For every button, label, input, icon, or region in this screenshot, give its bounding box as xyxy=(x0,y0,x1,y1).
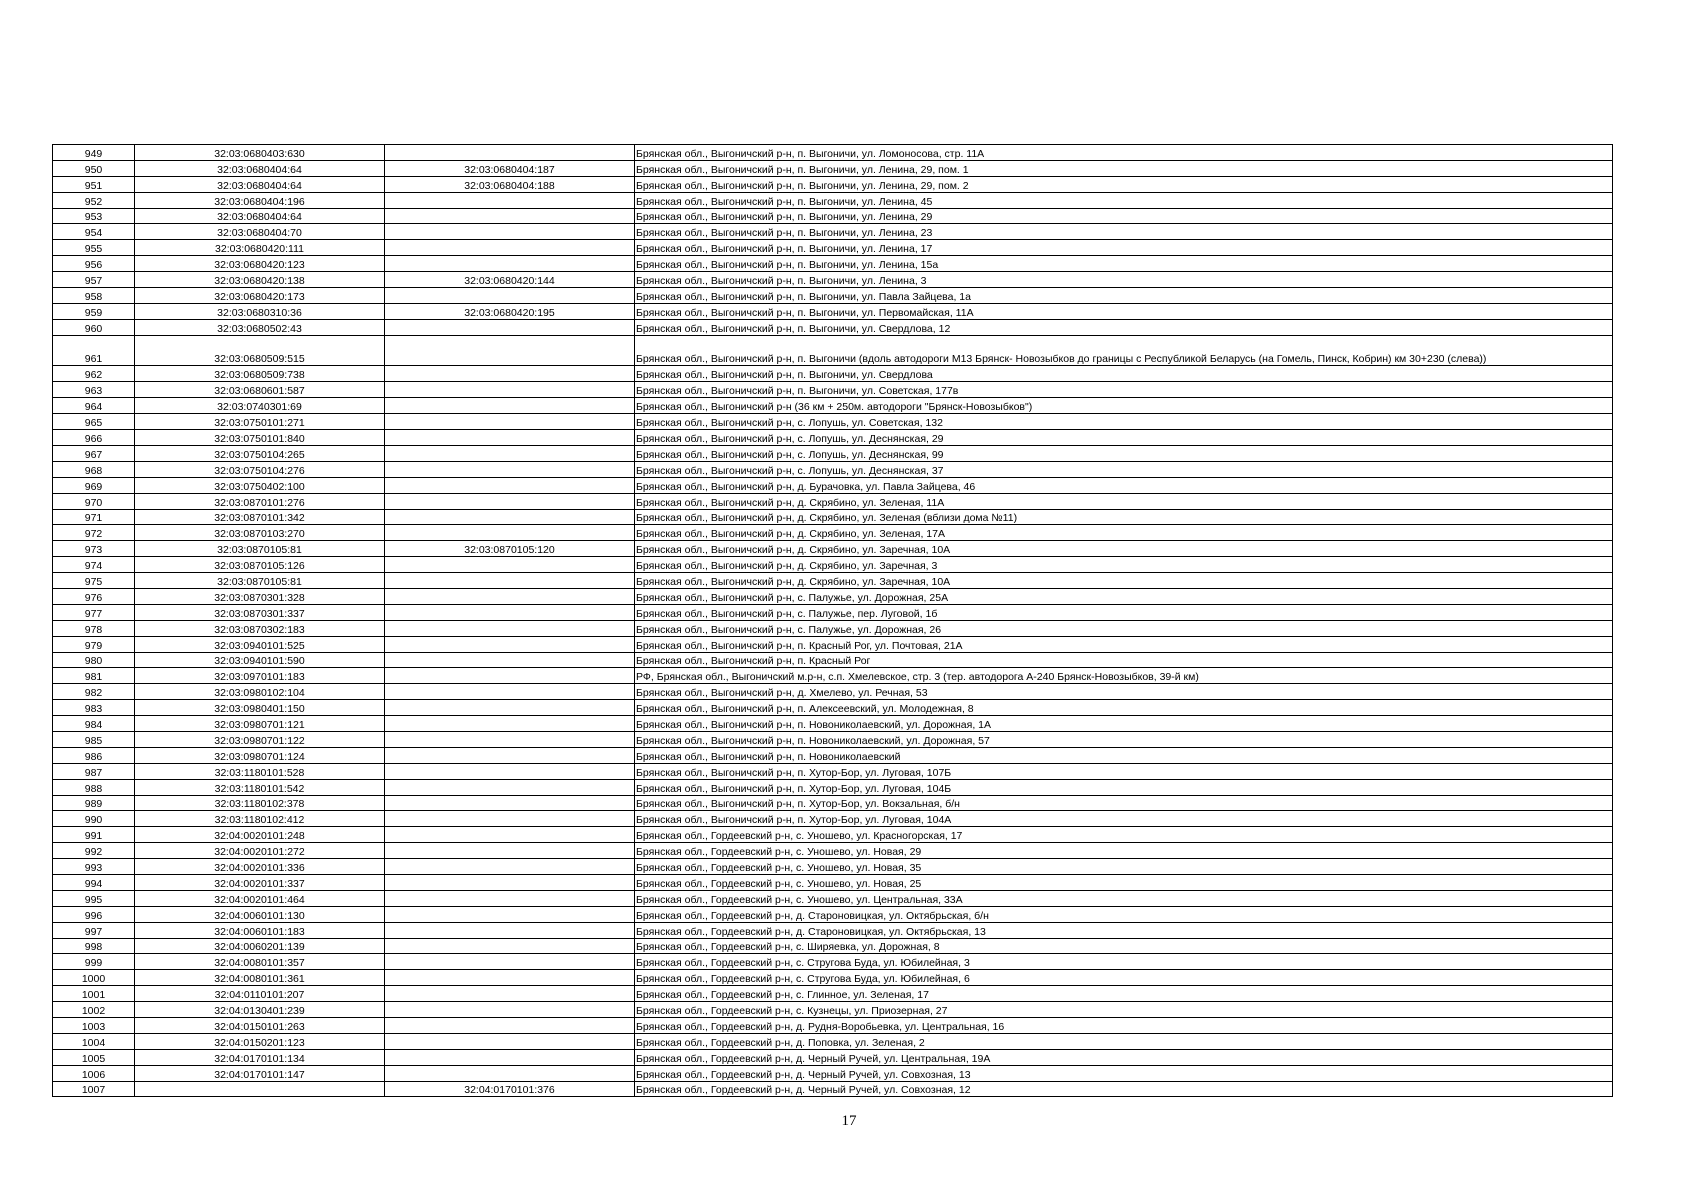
address-cell: Брянская обл., Гордеевский р-н, д. Рудня-Воробьевка, ул. Центральная, 16 xyxy=(635,1018,1613,1034)
row-number-cell: 962 xyxy=(53,366,135,382)
cadastral-number-cell: 32:03:0680420:173 xyxy=(135,288,385,304)
table-row xyxy=(53,874,1613,890)
table-row xyxy=(53,668,1613,684)
address-cell: Брянская обл., Выгоничский р-н, с. Палужье, пер. Луговой, 1б xyxy=(635,604,1613,620)
related-cadastral-number-cell xyxy=(385,859,635,875)
related-cadastral-number-cell: 32:03:0680404:187 xyxy=(385,160,635,176)
address-cell: Брянская обл., Выгоничский р-н, п. Новониколаевский, ул. Дорожная, 57 xyxy=(635,731,1613,747)
table-row xyxy=(53,430,1613,446)
cadastral-number-cell: 32:04:0130401:239 xyxy=(135,1002,385,1018)
address-cell: Брянская обл., Выгоничский р-н, п. Выгоничи, ул. Павла Зайцева, 1а xyxy=(635,288,1613,304)
table-row xyxy=(53,986,1613,1002)
cadastral-number-cell: 32:03:0750101:271 xyxy=(135,414,385,430)
address-cell: Брянская обл., Выгоничский р-н, п. Выгоничи, ул. Ленина, 17 xyxy=(635,240,1613,256)
address-cell: Брянская обл., Выгоничский р-н, д. Скрябино, ул. Заречная, 3 xyxy=(635,557,1613,573)
related-cadastral-number-cell xyxy=(385,1065,635,1081)
row-number-cell: 955 xyxy=(53,240,135,256)
address-cell: Брянская обл., Гордеевский р-н, д. Староновицкая, ул. Октябрьская, 13 xyxy=(635,922,1613,938)
related-cadastral-number-cell xyxy=(385,731,635,747)
related-cadastral-number-cell xyxy=(385,620,635,636)
table-row xyxy=(53,477,1613,493)
related-cadastral-number-cell: 32:04:0170101:376 xyxy=(385,1081,635,1097)
related-cadastral-number-cell xyxy=(385,288,635,304)
row-number-cell: 981 xyxy=(53,668,135,684)
row-number-cell: 980 xyxy=(53,652,135,668)
cadastral-number-cell: 32:03:1180102:412 xyxy=(135,811,385,827)
table-row xyxy=(53,319,1613,335)
related-cadastral-number-cell xyxy=(385,843,635,859)
cadastral-number-cell: 32:03:0680404:196 xyxy=(135,192,385,208)
cadastral-number-cell: 32:04:0170101:134 xyxy=(135,1049,385,1065)
table-row xyxy=(53,970,1613,986)
row-number-cell: 995 xyxy=(53,890,135,906)
table-row xyxy=(53,382,1613,398)
address-cell: Брянская обл., Гордеевский р-н, д. Черный Ручей, ул. Центральная, 19А xyxy=(635,1049,1613,1065)
row-number-cell: 965 xyxy=(53,414,135,430)
cadastral-number-cell: 32:03:0680310:36 xyxy=(135,303,385,319)
row-number-cell: 996 xyxy=(53,906,135,922)
related-cadastral-number-cell xyxy=(385,145,635,161)
cadastral-number-cell: 32:03:1180101:542 xyxy=(135,779,385,795)
address-cell: Брянская обл., Выгоничский р-н, с. Палужье, ул. Дорожная, 25А xyxy=(635,588,1613,604)
related-cadastral-number-cell xyxy=(385,477,635,493)
table-row xyxy=(53,906,1613,922)
cadastral-number-cell: 32:03:0680404:70 xyxy=(135,224,385,240)
related-cadastral-number-cell xyxy=(385,604,635,620)
cadastral-number-cell: 32:03:0980701:122 xyxy=(135,731,385,747)
address-cell: Брянская обл., Выгоничский р-н (36 км + 250м. автодороги "Брянск-Новозыбков") xyxy=(635,398,1613,414)
table-row xyxy=(53,398,1613,414)
related-cadastral-number-cell xyxy=(385,461,635,477)
address-cell: Брянская обл., Выгоничский р-н, п. Выгоничи, ул. Советская, 177в xyxy=(635,382,1613,398)
row-number-cell: 992 xyxy=(53,843,135,859)
related-cadastral-number-cell: 32:03:0680404:188 xyxy=(385,176,635,192)
cadastral-number-cell: 32:03:0680420:111 xyxy=(135,240,385,256)
row-number-cell: 964 xyxy=(53,398,135,414)
table-row xyxy=(53,272,1613,288)
address-cell: Брянская обл., Выгоничский р-н, п. Выгоничи, ул. Ленина, 45 xyxy=(635,192,1613,208)
address-cell: Брянская обл., Выгоничский р-н, д. Скрябино, ул. Зеленая (вблизи дома №11) xyxy=(635,509,1613,525)
row-number-cell: 1005 xyxy=(53,1049,135,1065)
row-number-cell: 949 xyxy=(53,145,135,161)
row-number-cell: 998 xyxy=(53,938,135,954)
table-row xyxy=(53,779,1613,795)
table-row xyxy=(53,604,1613,620)
address-cell: Брянская обл., Выгоничский р-н, п. Выгоничи, ул. Первомайская, 11А xyxy=(635,303,1613,319)
row-number-cell: 960 xyxy=(53,319,135,335)
address-cell: Брянская обл., Выгоничский р-н, п. Красный Рог, ул. Почтовая, 21А xyxy=(635,636,1613,652)
cadastral-number-cell: 32:03:0680404:64 xyxy=(135,160,385,176)
address-cell: Брянская обл., Гордеевский р-н, с. Кузнецы, ул. Приозерная, 27 xyxy=(635,1002,1613,1018)
address-cell: Брянская обл., Выгоничский р-н, с. Лопушь, ул. Деснянская, 37 xyxy=(635,461,1613,477)
table-row xyxy=(53,525,1613,541)
row-number-cell: 994 xyxy=(53,874,135,890)
cadastral-number-cell: 32:03:0740301:69 xyxy=(135,398,385,414)
cadastral-number-cell: 32:03:0940101:590 xyxy=(135,652,385,668)
related-cadastral-number-cell xyxy=(385,557,635,573)
row-number-cell: 984 xyxy=(53,716,135,732)
related-cadastral-number-cell xyxy=(385,588,635,604)
related-cadastral-number-cell xyxy=(385,827,635,843)
address-cell: Брянская обл., Выгоничский р-н, д. Бурачовка, ул. Павла Зайцева, 46 xyxy=(635,477,1613,493)
row-number-cell: 990 xyxy=(53,811,135,827)
address-cell: Брянская обл., Гордеевский р-н, с. Ширяевка, ул. Дорожная, 8 xyxy=(635,938,1613,954)
related-cadastral-number-cell xyxy=(385,414,635,430)
row-number-cell: 953 xyxy=(53,208,135,224)
row-number-cell: 971 xyxy=(53,509,135,525)
related-cadastral-number-cell xyxy=(385,906,635,922)
related-cadastral-number-cell xyxy=(385,493,635,509)
table-row xyxy=(53,922,1613,938)
table-row xyxy=(53,636,1613,652)
address-cell: Брянская обл., Выгоничский р-н, п. Выгоничи, ул. Ленина, 23 xyxy=(635,224,1613,240)
related-cadastral-number-cell xyxy=(385,811,635,827)
table-row xyxy=(53,176,1613,192)
row-number-cell: 986 xyxy=(53,747,135,763)
address-cell: Брянская обл., Выгоничский р-н, с. Лопушь, ул. Деснянская, 99 xyxy=(635,445,1613,461)
related-cadastral-number-cell xyxy=(385,922,635,938)
table-row xyxy=(53,747,1613,763)
table-row xyxy=(53,763,1613,779)
cadastral-number-cell: 32:03:0750104:276 xyxy=(135,461,385,477)
row-number-cell: 969 xyxy=(53,477,135,493)
table-row xyxy=(53,303,1613,319)
row-number-cell: 970 xyxy=(53,493,135,509)
address-cell: Брянская обл., Выгоничский р-н, д. Скрябино, ул. Зеленая, 11А xyxy=(635,493,1613,509)
related-cadastral-number-cell xyxy=(385,954,635,970)
cadastral-number-cell: 32:04:0060101:130 xyxy=(135,906,385,922)
row-number-cell: 977 xyxy=(53,604,135,620)
row-number-cell: 961 xyxy=(53,335,135,366)
related-cadastral-number-cell: 32:03:0680420:144 xyxy=(385,272,635,288)
related-cadastral-number-cell xyxy=(385,1018,635,1034)
related-cadastral-number-cell: 32:03:0680420:195 xyxy=(385,303,635,319)
cadastral-number-cell: 32:03:1180102:378 xyxy=(135,795,385,811)
cadastral-number-cell: 32:03:0680509:515 xyxy=(135,335,385,366)
cadastral-number-cell: 32:04:0020101:336 xyxy=(135,859,385,875)
table-row xyxy=(53,731,1613,747)
related-cadastral-number-cell xyxy=(385,716,635,732)
cadastral-number-cell: 32:03:0870103:270 xyxy=(135,525,385,541)
row-number-cell: 991 xyxy=(53,827,135,843)
row-number-cell: 958 xyxy=(53,288,135,304)
row-number-cell: 979 xyxy=(53,636,135,652)
address-cell: Брянская обл., Выгоничский р-н, д. Хмелево, ул. Речная, 53 xyxy=(635,684,1613,700)
address-cell: Брянская обл., Гордеевский р-н, с. Уношево, ул. Новая, 29 xyxy=(635,843,1613,859)
address-cell: Брянская обл., Выгоничский р-н, п. Выгоничи, ул. Ленина, 15а xyxy=(635,256,1613,272)
row-number-cell: 1006 xyxy=(53,1065,135,1081)
table-row xyxy=(53,620,1613,636)
table-row xyxy=(53,208,1613,224)
related-cadastral-number-cell xyxy=(385,208,635,224)
table-row xyxy=(53,493,1613,509)
cadastral-number-cell: 32:03:0870105:126 xyxy=(135,557,385,573)
row-number-cell: 972 xyxy=(53,525,135,541)
table-row xyxy=(53,256,1613,272)
address-cell: Брянская обл., Выгоничский р-н, п. Выгоничи, ул. Свердлова xyxy=(635,366,1613,382)
table-row xyxy=(53,859,1613,875)
address-cell: Брянская обл., Выгоничский р-н, п. Хутор-Бор, ул. Луговая, 107Б xyxy=(635,763,1613,779)
row-number-cell: 1002 xyxy=(53,1002,135,1018)
related-cadastral-number-cell xyxy=(385,445,635,461)
address-cell: Брянская обл., Гордеевский р-н, с. Стругова Буда, ул. Юбилейная, 6 xyxy=(635,970,1613,986)
address-cell: Брянская обл., Выгоничский р-н, с. Палужье, ул. Дорожная, 26 xyxy=(635,620,1613,636)
row-number-cell: 950 xyxy=(53,160,135,176)
cadastral-number-cell: 32:03:0750104:265 xyxy=(135,445,385,461)
related-cadastral-number-cell xyxy=(385,938,635,954)
row-number-cell: 988 xyxy=(53,779,135,795)
property-table xyxy=(52,144,1613,1097)
related-cadastral-number-cell xyxy=(385,573,635,589)
row-number-cell: 1003 xyxy=(53,1018,135,1034)
property-table-body xyxy=(53,145,1613,1097)
table-row xyxy=(53,557,1613,573)
cadastral-number-cell: 32:03:0680420:123 xyxy=(135,256,385,272)
cadastral-number-cell: 32:04:0080101:357 xyxy=(135,954,385,970)
related-cadastral-number-cell: 32:03:0870105:120 xyxy=(385,541,635,557)
cadastral-number-cell: 32:03:0980701:124 xyxy=(135,747,385,763)
cadastral-number-cell: 32:03:0870105:81 xyxy=(135,541,385,557)
cadastral-number-cell: 32:03:0750101:840 xyxy=(135,430,385,446)
address-cell: РФ, Брянская обл., Выгоничский м.р-н, с.п. Хмелевское, стр. 3 (тер. автодорога А-240 Брянск-Новозыбков, 39-й км) xyxy=(635,668,1613,684)
address-cell: Брянская обл., Гордеевский р-н, с. Глинное, ул. Зеленая, 17 xyxy=(635,986,1613,1002)
address-cell: Брянская обл., Гордеевский р-н, с. Уношево, ул. Новая, 25 xyxy=(635,874,1613,890)
cadastral-number-cell: 32:03:0940101:525 xyxy=(135,636,385,652)
related-cadastral-number-cell xyxy=(385,256,635,272)
address-cell: Брянская обл., Выгоничский р-н, п. Хутор-Бор, ул. Луговая, 104Б xyxy=(635,779,1613,795)
address-cell: Брянская обл., Гордеевский р-н, с. Стругова Буда, ул. Юбилейная, 3 xyxy=(635,954,1613,970)
cadastral-number-cell: 32:03:0680403:630 xyxy=(135,145,385,161)
table-row xyxy=(53,716,1613,732)
row-number-cell: 967 xyxy=(53,445,135,461)
related-cadastral-number-cell xyxy=(385,1033,635,1049)
cadastral-number-cell: 32:04:0060101:183 xyxy=(135,922,385,938)
table-row xyxy=(53,573,1613,589)
address-cell: Брянская обл., Выгоничский р-н, п. Выгоничи, ул. Ломоносова, стр. 11А xyxy=(635,145,1613,161)
row-number-cell: 989 xyxy=(53,795,135,811)
address-cell: Брянская обл., Гордеевский р-н, с. Уношево, ул. Новая, 35 xyxy=(635,859,1613,875)
table-row xyxy=(53,224,1613,240)
table-row xyxy=(53,1065,1613,1081)
related-cadastral-number-cell xyxy=(385,636,635,652)
cadastral-number-cell: 32:03:0680420:138 xyxy=(135,272,385,288)
address-cell: Брянская обл., Гордеевский р-н, д. Староновицкая, ул. Октябрьская, б/н xyxy=(635,906,1613,922)
cadastral-number-cell xyxy=(135,1081,385,1097)
table-row xyxy=(53,811,1613,827)
cadastral-number-cell: 32:03:0680404:64 xyxy=(135,176,385,192)
cadastral-number-cell: 32:04:0020101:248 xyxy=(135,827,385,843)
cadastral-number-cell: 32:03:0680509:738 xyxy=(135,366,385,382)
table-row xyxy=(53,288,1613,304)
related-cadastral-number-cell xyxy=(385,1049,635,1065)
address-cell: Брянская обл., Гордеевский р-н, с. Уношево, ул. Центральная, 33А xyxy=(635,890,1613,906)
table-row xyxy=(53,1033,1613,1049)
related-cadastral-number-cell xyxy=(385,652,635,668)
row-number-cell: 985 xyxy=(53,731,135,747)
cadastral-number-cell: 32:03:0870301:328 xyxy=(135,588,385,604)
cadastral-number-cell: 32:03:0870101:342 xyxy=(135,509,385,525)
table-row xyxy=(53,843,1613,859)
address-cell: Брянская обл., Выгоничский р-н, д. Скрябино, ул. Заречная, 10А xyxy=(635,573,1613,589)
row-number-cell: 1007 xyxy=(53,1081,135,1097)
row-number-cell: 987 xyxy=(53,763,135,779)
row-number-cell: 975 xyxy=(53,573,135,589)
table-row xyxy=(53,366,1613,382)
related-cadastral-number-cell xyxy=(385,668,635,684)
related-cadastral-number-cell xyxy=(385,763,635,779)
cadastral-number-cell: 32:03:0870105:81 xyxy=(135,573,385,589)
table-row xyxy=(53,1002,1613,1018)
table-row xyxy=(53,700,1613,716)
cadastral-number-cell: 32:03:0870301:337 xyxy=(135,604,385,620)
cadastral-number-cell: 32:03:0680502:43 xyxy=(135,319,385,335)
address-cell: Брянская обл., Выгоничский р-н, п. Новониколаевский, ул. Дорожная, 1А xyxy=(635,716,1613,732)
related-cadastral-number-cell xyxy=(385,874,635,890)
address-cell: Брянская обл., Гордеевский р-н, д. Поповка, ул. Зеленая, 2 xyxy=(635,1033,1613,1049)
page-number: 17 xyxy=(841,1113,857,1129)
table-row xyxy=(53,145,1613,161)
address-cell: Брянская обл., Гордеевский р-н, д. Черный Ручей, ул. Совхозная, 12 xyxy=(635,1081,1613,1097)
related-cadastral-number-cell xyxy=(385,525,635,541)
row-number-cell: 976 xyxy=(53,588,135,604)
related-cadastral-number-cell xyxy=(385,684,635,700)
table-row xyxy=(53,414,1613,430)
address-cell: Брянская обл., Гордеевский р-н, с. Уношево, ул. Красногорская, 17 xyxy=(635,827,1613,843)
address-cell: Брянская обл., Гордеевский р-н, д. Черный Ручей, ул. Совхозная, 13 xyxy=(635,1065,1613,1081)
address-cell: Брянская обл., Выгоничский р-н, д. Скрябино, ул. Заречная, 10А xyxy=(635,541,1613,557)
row-number-cell: 999 xyxy=(53,954,135,970)
cadastral-number-cell: 32:03:0680601:587 xyxy=(135,382,385,398)
row-number-cell: 1001 xyxy=(53,986,135,1002)
row-number-cell: 997 xyxy=(53,922,135,938)
table-row xyxy=(53,795,1613,811)
table-row xyxy=(53,541,1613,557)
row-number-cell: 968 xyxy=(53,461,135,477)
row-number-cell: 957 xyxy=(53,272,135,288)
cadastral-number-cell: 32:03:0870302:183 xyxy=(135,620,385,636)
row-number-cell: 993 xyxy=(53,859,135,875)
row-number-cell: 982 xyxy=(53,684,135,700)
row-number-cell: 978 xyxy=(53,620,135,636)
cadastral-number-cell: 32:04:0020101:464 xyxy=(135,890,385,906)
cadastral-number-cell: 32:03:0870101:276 xyxy=(135,493,385,509)
row-number-cell: 951 xyxy=(53,176,135,192)
related-cadastral-number-cell xyxy=(385,1002,635,1018)
address-cell: Брянская обл., Выгоничский р-н, п. Выгоничи (вдоль автодороги М13 Брянск- Новозыбков до границы с Республикой Беларусь (на Гомель, Пинск, Кобрин) км 30+230 (слева)) xyxy=(635,335,1613,366)
related-cadastral-number-cell xyxy=(385,319,635,335)
address-cell: Брянская обл., Выгоничский р-н, п. Выгоничи, ул. Ленина, 29 xyxy=(635,208,1613,224)
cadastral-number-cell: 32:03:0980701:121 xyxy=(135,716,385,732)
cadastral-number-cell: 32:03:1180101:528 xyxy=(135,763,385,779)
related-cadastral-number-cell xyxy=(385,224,635,240)
row-number-cell: 973 xyxy=(53,541,135,557)
address-cell: Брянская обл., Выгоничский р-н, п. Алексеевский, ул. Молодежная, 8 xyxy=(635,700,1613,716)
related-cadastral-number-cell xyxy=(385,509,635,525)
row-number-cell: 956 xyxy=(53,256,135,272)
related-cadastral-number-cell xyxy=(385,430,635,446)
cadastral-number-cell: 32:04:0110101:207 xyxy=(135,986,385,1002)
related-cadastral-number-cell xyxy=(385,970,635,986)
address-cell: Брянская обл., Выгоничский р-н, п. Выгоничи, ул. Ленина, 3 xyxy=(635,272,1613,288)
row-number-cell: 959 xyxy=(53,303,135,319)
cadastral-number-cell: 32:04:0020101:337 xyxy=(135,874,385,890)
cadastral-number-cell: 32:03:0980401:150 xyxy=(135,700,385,716)
address-cell: Брянская обл., Выгоничский р-н, с. Лопушь, ул. Деснянская, 29 xyxy=(635,430,1613,446)
table-row xyxy=(53,652,1613,668)
related-cadastral-number-cell xyxy=(385,398,635,414)
table-row xyxy=(53,827,1613,843)
table-row xyxy=(53,192,1613,208)
related-cadastral-number-cell xyxy=(385,779,635,795)
cadastral-number-cell: 32:04:0170101:147 xyxy=(135,1065,385,1081)
related-cadastral-number-cell xyxy=(385,366,635,382)
cadastral-number-cell: 32:03:0980102:104 xyxy=(135,684,385,700)
address-cell: Брянская обл., Выгоничский р-н, п. Выгоничи, ул. Свердлова, 12 xyxy=(635,319,1613,335)
cadastral-number-cell: 32:04:0150101:263 xyxy=(135,1018,385,1034)
address-cell: Брянская обл., Выгоничский р-н, п. Новониколаевский xyxy=(635,747,1613,763)
cadastral-number-cell: 32:03:0680404:64 xyxy=(135,208,385,224)
table-row xyxy=(53,445,1613,461)
table-row xyxy=(53,684,1613,700)
row-number-cell: 1004 xyxy=(53,1033,135,1049)
table-row xyxy=(53,461,1613,477)
row-number-cell: 954 xyxy=(53,224,135,240)
address-cell: Брянская обл., Выгоничский р-н, п. Выгоничи, ул. Ленина, 29, пом. 1 xyxy=(635,160,1613,176)
table-row xyxy=(53,1081,1613,1097)
related-cadastral-number-cell xyxy=(385,795,635,811)
table-row xyxy=(53,588,1613,604)
row-number-cell: 966 xyxy=(53,430,135,446)
cadastral-number-cell: 32:03:0970101:183 xyxy=(135,668,385,684)
address-cell: Брянская обл., Выгоничский р-н, с. Лопушь, ул. Советская, 132 xyxy=(635,414,1613,430)
table-row xyxy=(53,509,1613,525)
related-cadastral-number-cell xyxy=(385,986,635,1002)
row-number-cell: 952 xyxy=(53,192,135,208)
table-row xyxy=(53,1049,1613,1065)
related-cadastral-number-cell xyxy=(385,382,635,398)
table-row xyxy=(53,335,1613,366)
table-row xyxy=(53,938,1613,954)
address-cell: Брянская обл., Выгоничский р-н, п. Выгоничи, ул. Ленина, 29, пом. 2 xyxy=(635,176,1613,192)
table-row xyxy=(53,890,1613,906)
related-cadastral-number-cell xyxy=(385,890,635,906)
related-cadastral-number-cell xyxy=(385,240,635,256)
address-cell: Брянская обл., Выгоничский р-н, д. Скрябино, ул. Зеленая, 17А xyxy=(635,525,1613,541)
row-number-cell: 1000 xyxy=(53,970,135,986)
table-row xyxy=(53,160,1613,176)
related-cadastral-number-cell xyxy=(385,192,635,208)
address-cell: Брянская обл., Выгоничский р-н, п. Хутор-Бор, ул. Луговая, 104А xyxy=(635,811,1613,827)
cadastral-number-cell: 32:03:0750402:100 xyxy=(135,477,385,493)
table-row xyxy=(53,240,1613,256)
table-row xyxy=(53,1018,1613,1034)
cadastral-number-cell: 32:04:0080101:361 xyxy=(135,970,385,986)
related-cadastral-number-cell xyxy=(385,747,635,763)
related-cadastral-number-cell xyxy=(385,700,635,716)
row-number-cell: 963 xyxy=(53,382,135,398)
address-cell: Брянская обл., Выгоничский р-н, п. Хутор-Бор, ул. Вокзальная, б/н xyxy=(635,795,1613,811)
cadastral-number-cell: 32:04:0150201:123 xyxy=(135,1033,385,1049)
table-row xyxy=(53,954,1613,970)
cadastral-number-cell: 32:04:0020101:272 xyxy=(135,843,385,859)
related-cadastral-number-cell xyxy=(385,335,635,366)
cadastral-number-cell: 32:04:0060201:139 xyxy=(135,938,385,954)
row-number-cell: 974 xyxy=(53,557,135,573)
address-cell: Брянская обл., Выгоничский р-н, п. Красный Рог xyxy=(635,652,1613,668)
row-number-cell: 983 xyxy=(53,700,135,716)
